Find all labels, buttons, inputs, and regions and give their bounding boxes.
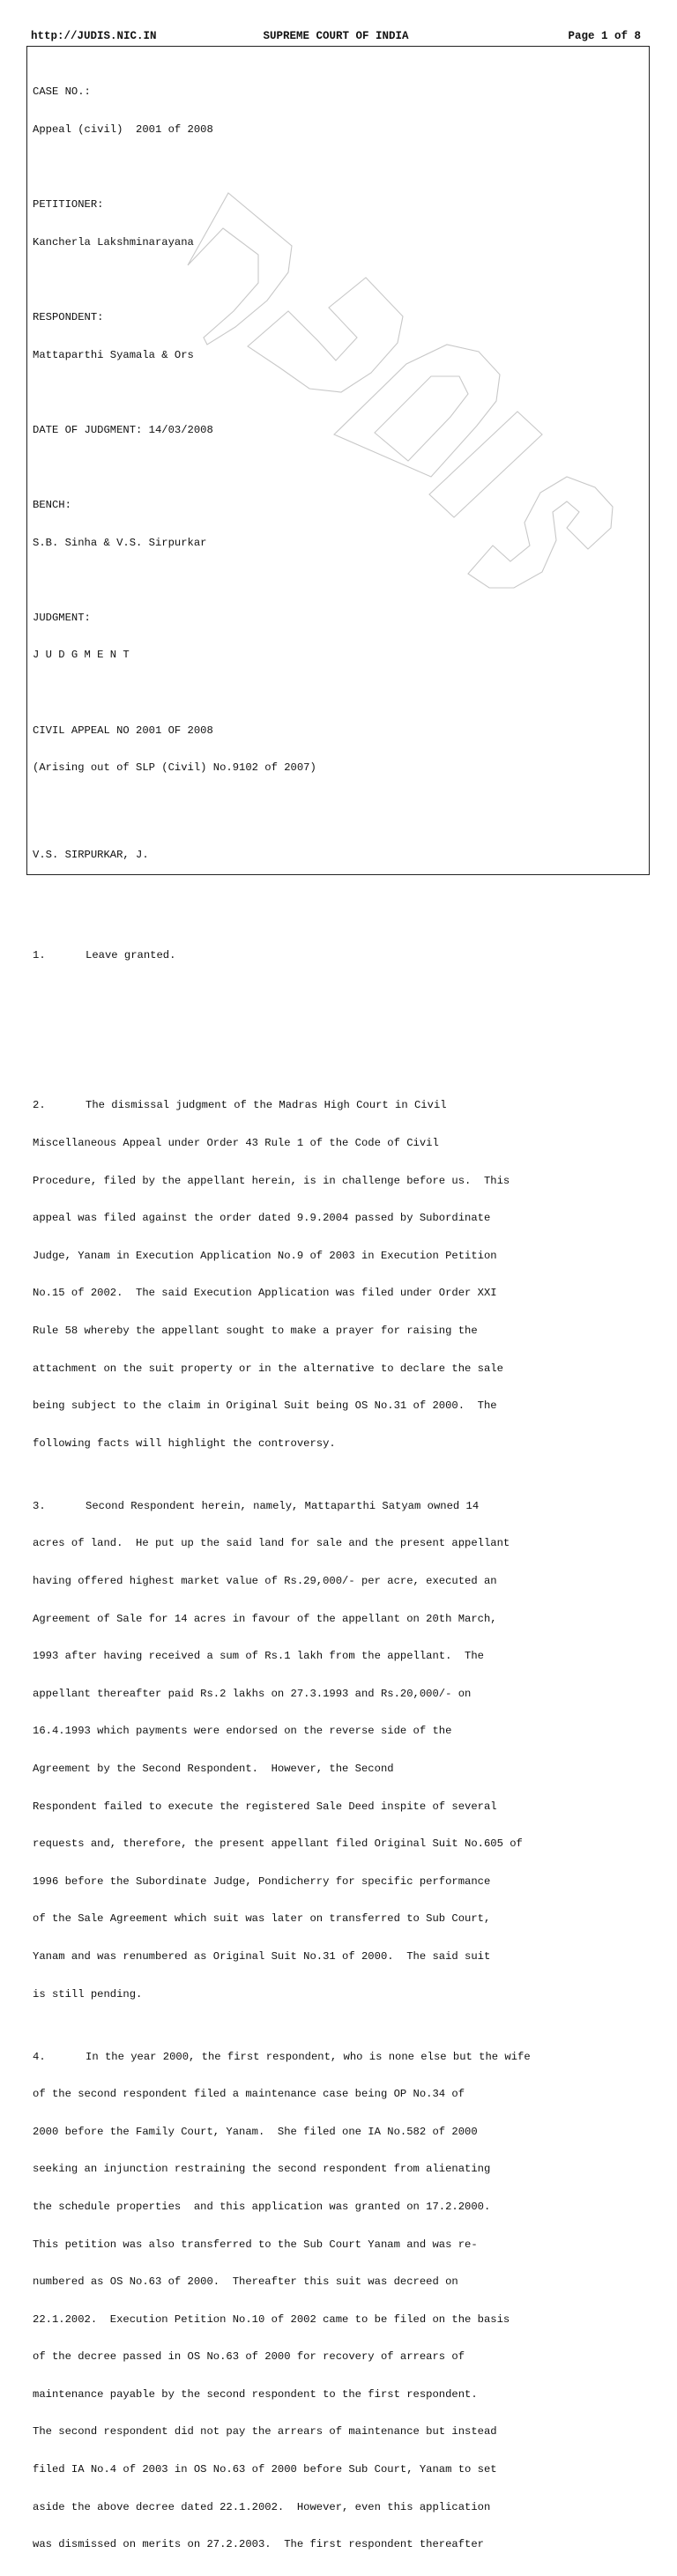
judgment-date: DATE OF JUDGMENT: 14/03/2008 [33, 423, 213, 436]
paragraph-2-line [33, 1099, 641, 1111]
paragraph-2-line: following facts will highlight the controversy. [33, 1436, 336, 1450]
paragraph-number: 4. [33, 2050, 46, 2063]
page-number: Page 1 of 8 [568, 30, 641, 42]
arising-from: (Arising out of SLP (Civil) No.9102 of 2007) [33, 761, 316, 775]
paragraph-number: 2. [33, 1099, 46, 1112]
paragraph-3-line: 1996 before the Subordinate Judge, Pondicherry for specific performance [33, 1874, 491, 1888]
paragraph-3-line: requests and, therefore, the present appellant filed Original Suit No.605 of [33, 1837, 523, 1851]
paragraph-number: 3. [33, 1499, 46, 1512]
paragraph-4-line: numbered as OS No.63 of 2000. Thereafter this suit was decreed on [33, 2275, 458, 2289]
paragraph-3-line: Agreement by the Second Respondent. However, the Second [33, 1762, 394, 1775]
petitioner-label: PETITIONER: [33, 198, 104, 212]
paragraph-4-line: 22.1.2002. Execution Petition No.10 of 2002 came to be filed on the basis [33, 2312, 510, 2326]
document-frame [26, 46, 650, 2551]
case-no-label: CASE NO.: [33, 85, 91, 99]
paragraph-3-line: Agreement of Sale for 14 acres in favour of the appellant on 20th March, [33, 1612, 497, 1625]
paragraph-4-line [33, 2051, 641, 2063]
paragraph-text: The dismissal judgment of the Madras High Court in Civil [86, 1099, 447, 1112]
judgment-label: JUDGMENT: [33, 611, 91, 624]
paragraph-number: 1. [33, 949, 46, 962]
paragraph-4-line: was dismissed on merits on 27.2.2003. The first respondent thereafter [33, 2538, 484, 2551]
paragraph-4-line: filed IA No.4 of 2003 in OS No.63 of 2000 before Sub Court, Yanam to set [33, 2463, 497, 2476]
paragraph-3-line: Yanam and was renumbered as Original Suit No.31 of 2000. The said suit [33, 1949, 491, 1963]
paragraph-3-line: of the Sale Agreement which suit was later on transferred to Sub Court, [33, 1912, 491, 1926]
bench: S.B. Sinha & V.S. Sirpurkar [33, 536, 207, 549]
paragraph-text: Second Respondent herein, namely, Mattaparthi Satyam owned 14 [86, 1499, 480, 1512]
paragraph-2-line: No.15 of 2002. The said Execution Application was filed under Order XXI [33, 1287, 497, 1300]
paragraph-2-line: Judge, Yanam in Execution Application No.9 of 2003 in Execution Petition [33, 1249, 497, 1262]
paragraph-3-line: is still pending. [33, 1987, 143, 2001]
paragraph-3-line: appellant thereafter paid Rs.2 lakhs on 27.3.1993 and Rs.20,000/- on [33, 1687, 472, 1700]
paragraph-4-line: of the decree passed in OS No.63 of 2000 for recovery of arrears of [33, 2350, 465, 2364]
court-name: SUPREME COURT OF INDIA [263, 30, 409, 42]
respondent-label: RESPONDENT: [33, 310, 104, 323]
paragraph-4-line: This petition was also transferred to the Sub Court Yanam and was re- [33, 2238, 478, 2251]
source-url: http://JUDIS.NIC.IN [31, 30, 157, 42]
document-body [33, 61, 641, 2576]
appeal-number: CIVIL APPEAL NO 2001 OF 2008 [33, 724, 213, 737]
paragraph-4-line: maintenance payable by the second respondent to the first respondent. [33, 2387, 478, 2401]
paragraph-3-line: acres of land. He put up the said land for sale and the present appellant [33, 1537, 510, 1550]
paragraph-1-line [33, 949, 641, 961]
judgment-heading: J U D G M E N T [33, 649, 130, 662]
paragraph-text: Leave granted. [86, 949, 176, 962]
judge-name: V.S. SIRPURKAR, J. [33, 849, 149, 862]
paragraph-4-line: of the second respondent filed a maintenance case being OP No.34 of [33, 2088, 465, 2101]
paragraph-3-line: 16.4.1993 which payments were endorsed on the reverse side of the [33, 1725, 452, 1738]
paragraph-2-line: attachment on the suit property or in the alternative to declare the sale [33, 1362, 503, 1375]
paragraph-3-line: Respondent failed to execute the registered Sale Deed inspite of several [33, 1800, 497, 1813]
paragraph-2-line: Rule 58 whereby the appellant sought to make a prayer for raising the [33, 1325, 478, 1338]
respondent: Mattaparthi Syamala & Ors [33, 348, 194, 361]
paragraph-text: In the year 2000, the first respondent, who is none else but the wife [86, 2050, 531, 2063]
paragraph-2-line: appeal was filed against the order dated 9.9.2004 passed by Subordinate [33, 1212, 491, 1225]
paragraph-4-line: seeking an injunction restraining the second respondent from alienating [33, 2163, 491, 2176]
paragraph-3-line [33, 1500, 641, 1512]
page-header [31, 30, 641, 44]
paragraph-4-line: aside the above decree dated 22.1.2002. However, even this application [33, 2500, 491, 2513]
bench-label: BENCH: [33, 498, 71, 511]
paragraph-3-line: having offered highest market value of Rs.29,000/- per acre, executed an [33, 1575, 497, 1587]
paragraph-2-line: being subject to the claim in Original Suit being OS No.31 of 2000. The [33, 1399, 497, 1413]
paragraph-4-line: The second respondent did not pay the arrears of maintenance but instead [33, 2425, 497, 2439]
petitioner: Kancherla Lakshminarayana [33, 235, 194, 249]
paragraph-2-line: Procedure, filed by the appellant herein, is in challenge before us. This [33, 1174, 510, 1187]
case-no: Appeal (civil) 2001 of 2008 [33, 123, 213, 136]
paragraph-2-line: Miscellaneous Appeal under Order 43 Rule 1 of the Code of Civil [33, 1137, 439, 1150]
paragraph-4-line: 2000 before the Family Court, Yanam. She filed one IA No.582 of 2000 [33, 2125, 478, 2138]
paragraph-4-line: the schedule properties and this application was granted on 17.2.2000. [33, 2200, 491, 2213]
paragraph-3-line: 1993 after having received a sum of Rs.1 lakh from the appellant. The [33, 1650, 484, 1663]
